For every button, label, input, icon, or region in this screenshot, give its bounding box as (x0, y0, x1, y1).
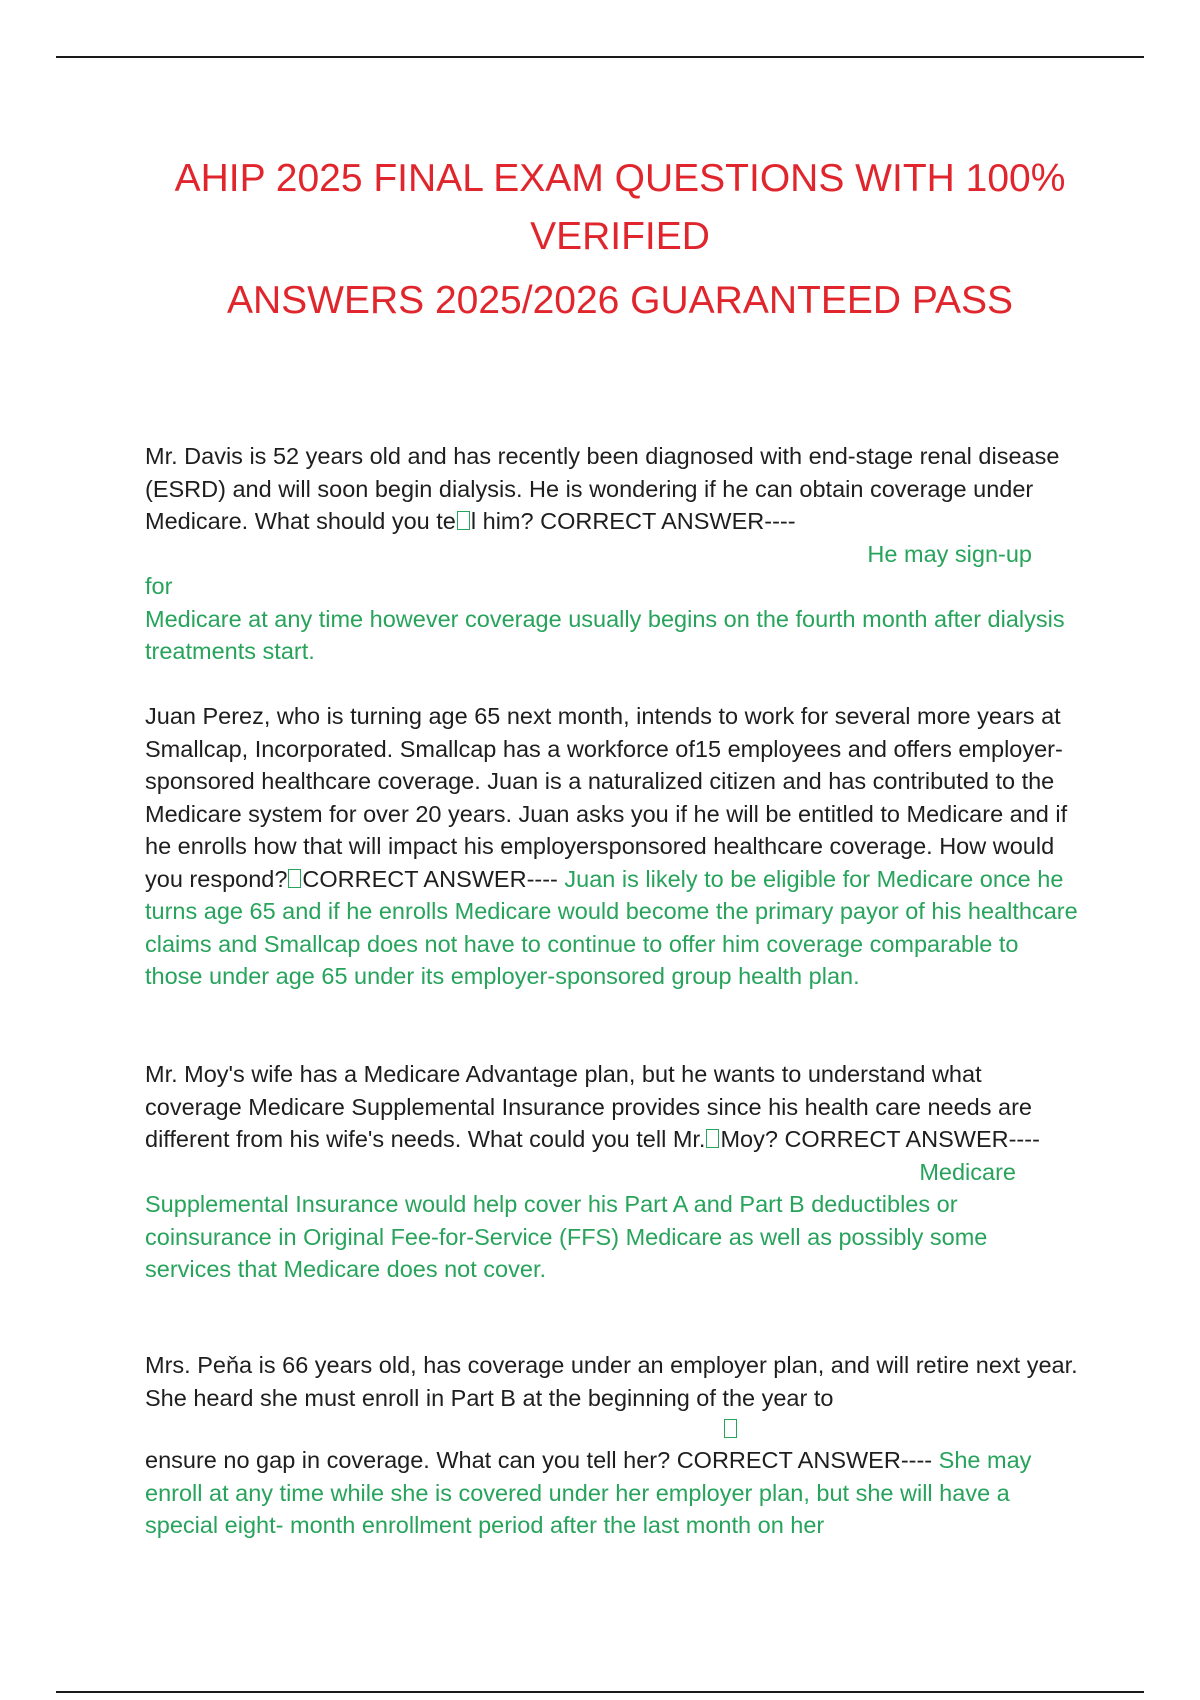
title-line-1: AHIP 2025 FINAL EXAM QUESTIONS WITH 100% (174, 157, 1066, 200)
question-2: Juan Perez, who is turning age 65 next month, intends to work for several more years at Smallcap, Incorporated. Smallcap has a workforce of15 employees and offers employer-sponsored healthcare coverage. Juan is a naturalized citizen and has contributed to the Medicare system for over 20 years. Juan asks you if he will be entitled to Medicare and if he enrolls how that will impact his employersponsored healthcare coverage. How would you respond? (145, 703, 1068, 892)
title-line-2: VERIFIED (530, 215, 710, 258)
answer-4: She may enroll at any time while she is covered under her employer plan, but she will have a special eight- month enrollment period after the last month on her (145, 1447, 1032, 1538)
qa-item-2 (145, 700, 1080, 993)
missing-glyph-icon (724, 1419, 737, 1438)
question-3-answer-label: Moy? CORRECT ANSWER---- (720, 1126, 1040, 1152)
bottom-rule (56, 1691, 1144, 1693)
answer-1-line-3: Medicare at any time however coverage usually begins on the fourth month after dialysis treatments start. (145, 605, 1065, 664)
missing-glyph-icon (457, 511, 470, 530)
top-rule (56, 56, 1144, 58)
question-1: Mr. Davis is 52 years old and has recently been diagnosed with end-stage renal disease (ESRD) and will soon begin dialysis. He is wondering if he can obtain coverage under Medicare. What should you te l him? CORRECT ANSWER---- (145, 443, 1060, 534)
question-2-answer-label: CORRECT ANSWER---- (302, 865, 558, 892)
answer-3-line-2: Supplemental Insurance would help cover his Part A and Part B deductibles or coinsurance in Original Fee-for-Service (FFS) Medicare as well as possibly some services that Medicare does not cover. (145, 1191, 988, 1282)
answer-1-line-2: for (145, 573, 173, 599)
qa-item-3 (145, 1058, 1080, 1286)
question-4: Mrs. Peňa is 66 years old, has coverage under an employer plan, and will retire next year. She heard she must enroll in Part B at the beginning of the year to (145, 1352, 1078, 1411)
answer-1-line-1: He may sign-up (867, 540, 1032, 567)
qa-item-4 (145, 1349, 1080, 1542)
document-title (120, 150, 1120, 330)
answer-2: Juan is likely to be eligible for Medicare once he turns age 65 and if he enrolls Medicare would become the primary payor of his healthcare claims and Smallcap does not have to continue to offer him coverage comparable to those under age 65 under its employer-sponsored group health plan. (145, 865, 1078, 989)
qa-item-1 (145, 440, 1080, 668)
title-line-3: ANSWERS 2025/2026 GUARANTEED PASS (226, 279, 1014, 322)
question-3: Mr. Moy's wife has a Medicare Advantage plan, but he wants to understand what coverage Medicare Supplemental Insurance provides since his health care needs are different from his wife's needs. What could you tell Mr. (145, 1061, 1032, 1152)
answer-3-line-1: Medicare (919, 1158, 1016, 1185)
question-4-answer-label: ensure no gap in coverage. What can you tell her? CORRECT ANSWER---- (145, 1447, 933, 1473)
missing-glyph-icon (288, 869, 301, 888)
missing-glyph-icon (706, 1129, 719, 1148)
